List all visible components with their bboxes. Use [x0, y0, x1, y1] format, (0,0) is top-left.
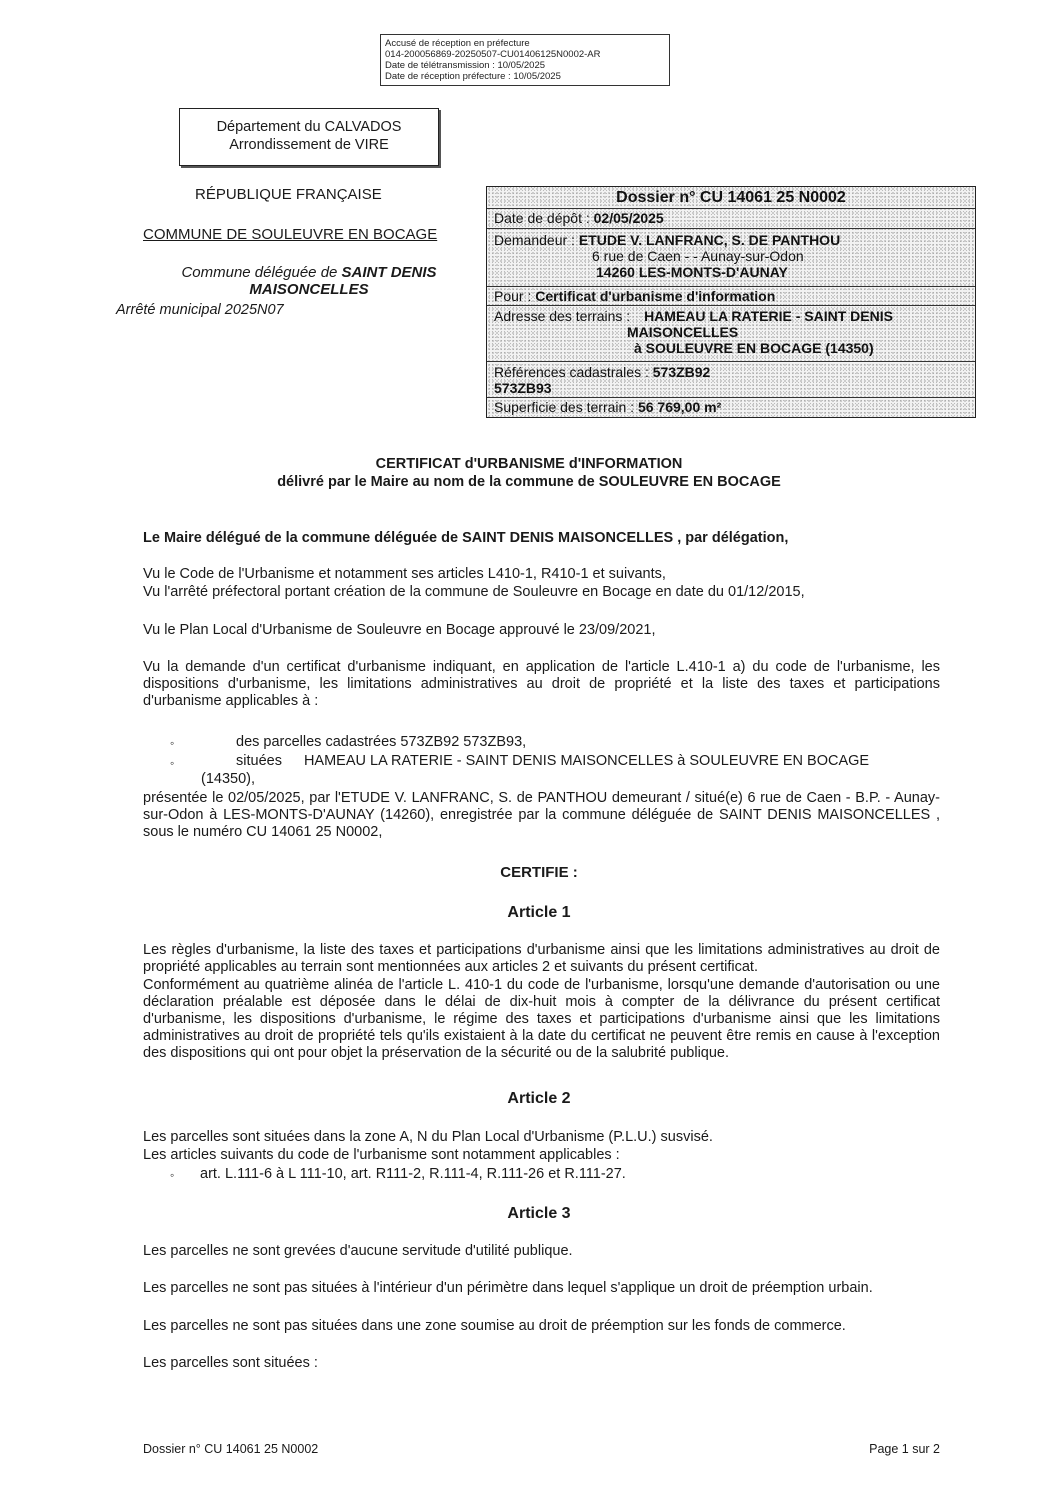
- department-name: CALVADOS: [324, 119, 402, 135]
- article-1-title: Article 1: [507, 904, 571, 921]
- department-line: Département du CALVADOS: [216, 119, 402, 135]
- article-3-title: Article 3: [507, 1205, 571, 1222]
- article-2-item: art. L.111-6 à L 111-10, art. R111-2, R.111-4, R.111-26 et R.111-27.: [200, 1166, 626, 1182]
- situees-item-cont: (14350),: [201, 771, 256, 787]
- bullet-articles: ◦: [170, 1168, 175, 1182]
- article-3-paragraph-2: Les parcelles ne sont pas situées à l'intérieur d'un périmètre dans lequel s'applique un droit de préemption urbain.: [143, 1280, 873, 1296]
- stamp-line-4: Date de réception préfecture : 10/05/2025: [385, 71, 561, 82]
- article-3-paragraph-4: Les parcelles sont situées :: [143, 1355, 318, 1371]
- dossier-adresse-row: Adresse des terrains : HAMEAU LA RATERIE - SAINT DENIS MAISONCELLES à SOULEUVRE EN BOCAGE (14350): [487, 306, 975, 362]
- stamp-line-2: 014-200056869-20250507-CU01406125N0002-AR: [385, 49, 601, 60]
- commune-heading: COMMUNE DE SOULEUVRE EN BOCAGE: [143, 226, 438, 243]
- article-2-paragraph-2: Les articles suivants du code de l'urbanisme sont notamment applicables :: [143, 1147, 620, 1163]
- republique-heading: RÉPUBLIQUE FRANÇAISE: [195, 186, 382, 203]
- stamp-line-3: Date de télétransmission : 10/05/2025: [385, 60, 546, 71]
- bullet-parcelles: ◦: [170, 736, 175, 750]
- article-2-paragraph-1: Les parcelles sont situées dans la zone A, N du Plan Local d'Urbanisme (P.L.U.) susvisé.: [143, 1129, 713, 1145]
- presentee-paragraph: présentée le 02/05/2025, par l'ETUDE V. LANFRANC, S. de PANTHOU demeurant / situé(e) 6 rue de Caen - B.P. - Aunay-sur-Odon à LES-MONTS-D'AUNAY (14260), enregistrée par la commune déléguée de SAINT DENIS MAISONCELLES , sous le numéro CU 14061 25 N0002,: [143, 790, 940, 840]
- dossier-box: [486, 186, 976, 418]
- vu-demande: Vu la demande d'un certificat d'urbanisme indiquant, en application de l'article L.410-1 a) du code de l'urbanisme, les dispositions d'urbanisme, les limitations administratives au droit de propriété et la liste des taxes et participations d'urbanisme applicables à :: [143, 659, 940, 709]
- vu-code-urbanisme: Vu le Code de l'Urbanisme et notamment ses articles L410-1, R410-1 et suivants,: [143, 566, 666, 582]
- article-1-paragraph-1: Les règles d'urbanisme, la liste des taxes et participations d'urbanisme ainsi que les limitations administratives au droit de propriété applicables au terrain sont mentionnées aux articles 2 et suivants du présent certificat.: [143, 942, 940, 975]
- footer-page-number: Page 1 sur 2: [869, 1442, 940, 1456]
- arrondissement-line: Arrondissement de VIRE: [229, 137, 389, 153]
- dossier-demandeur-row: Demandeur : ETUDE V. LANFRANC, S. DE PANTHOU 6 rue de Caen - - Aunay-sur-Odon 14260 LES-MONTS-D'AUNAY: [487, 229, 975, 287]
- vu-plu: Vu le Plan Local d'Urbanisme de Souleuvre en Bocage approuvé le 23/09/2021,: [143, 622, 656, 638]
- maire-delegation: Le Maire délégué de la commune déléguée de SAINT DENIS MAISONCELLES , par délégation,: [143, 530, 789, 546]
- article-3-paragraph-3: Les parcelles ne sont pas situées dans une zone soumise au droit de préemption sur les fonds de commerce.: [143, 1318, 846, 1334]
- article-1-paragraph-2: Conformément au quatrième alinéa de l'article L. 410-1 du code de l'urbanisme, lorsqu'une demande d'autorisation ou une déclaration préalable est déposée dans le délai de dix-huit mois à compter de la délivrance du présent certificat d'urbanisme, les dispositions d'urbanisme, le régime des taxes et participations d'urbanisme ainsi que les limitations administratives au droit de propriété tels qu'ils existaient à la date du certificat ne peuvent être remis en cause à l'exception des dispositions qui ont pour objet la préservation de la sécurité ou de la salubrité publique.: [143, 977, 940, 1061]
- department-box: [179, 108, 439, 166]
- stamp-line-1: Accusé de réception en préfecture: [385, 38, 530, 49]
- dossier-date-row: Date de dépôt : 02/05/2025: [487, 209, 975, 229]
- parcelles-item: des parcelles cadastrées 573ZB92 573ZB93,: [236, 734, 527, 750]
- article-3-paragraph-1: Les parcelles ne sont grevées d'aucune servitude d'utilité publique.: [143, 1243, 573, 1259]
- commune-deleguee-name: SAINT DENIS: [341, 264, 437, 281]
- dossier-pour-row: Pour : Certificat d'urbanisme d'information: [487, 287, 975, 306]
- certifie-heading: CERTIFIE :: [500, 864, 578, 881]
- vu-arrete-prefectoral: Vu l'arrêté préfectoral portant création de la commune de Souleuvre en Bocage en date du 01/12/2015,: [143, 584, 805, 600]
- dossier-title: Dossier n° CU 14061 25 N0002: [487, 187, 975, 209]
- bullet-situees: ◦: [170, 756, 175, 770]
- commune-deleguee: Commune déléguée de SAINT DENIS MAISONCELLES: [181, 264, 437, 298]
- article-2-title: Article 2: [507, 1090, 571, 1107]
- certificate-title: CERTIFICAT d'URBANISME d'INFORMATION: [375, 456, 683, 472]
- dossier-superficie-row: Superficie des terrain : 56 769,00 m²: [494, 399, 722, 415]
- reception-stamp: [380, 34, 670, 86]
- footer-dossier-number: Dossier n° CU 14061 25 N0002: [143, 1442, 319, 1456]
- arrete-municipal: Arrêté municipal 2025N07: [116, 302, 284, 318]
- situees-item: situées HAMEAU LA RATERIE - SAINT DENIS MAISONCELLES à SOULEUVRE EN BOCAGE: [236, 753, 870, 769]
- dossier-references-row: Références cadastrales : 573ZB92 573ZB93: [487, 362, 975, 398]
- certificate-subtitle: délivré par le Maire au nom de la commune de SOULEUVRE EN BOCAGE: [277, 474, 781, 490]
